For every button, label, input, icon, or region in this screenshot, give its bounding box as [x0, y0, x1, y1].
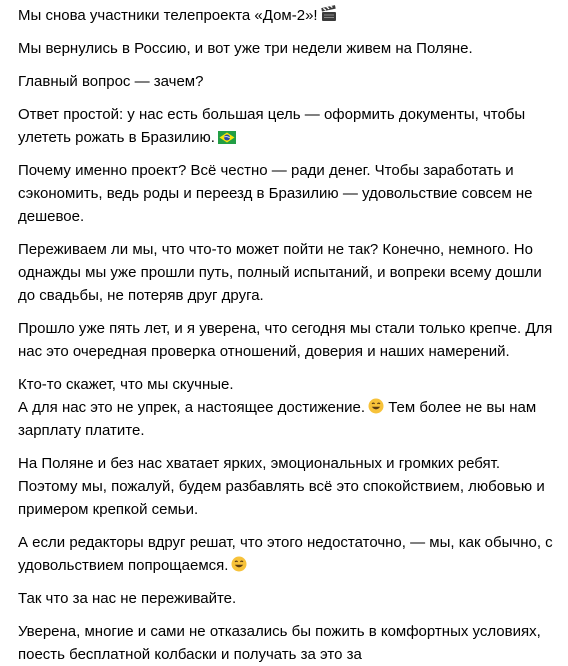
paragraph-6 — [18, 238, 558, 307]
paragraph-line: нас это очередная проверка отношений, доверия и наших намерений. — [18, 343, 510, 360]
paragraph-line — [18, 126, 558, 149]
clapperboard-icon — [321, 6, 337, 22]
paragraph-line: дешевое. — [18, 208, 85, 225]
paragraph-line: однажды мы уже прошли путь, полный испытаний, и вопреки всему дошли — [18, 264, 542, 281]
paragraph-10 — [18, 531, 558, 577]
paragraph-line: сэкономить, ведь роды и переезд в Бразилию — удовольствие совсем не — [18, 185, 533, 202]
paragraph-text: улететь рожать в Бразилию. — [18, 129, 215, 146]
paragraph-text: удовольствием попрощаемся. — [18, 557, 229, 574]
paragraph-line: до свадьбы, не потеряв друг друга. — [18, 287, 264, 304]
paragraph-1 — [18, 4, 558, 27]
smile-icon — [231, 556, 247, 572]
paragraph-11 — [18, 587, 558, 610]
paragraph-line — [18, 4, 558, 27]
paragraph-line: примером крепкой семьи. — [18, 501, 199, 518]
paragraph-line — [18, 396, 558, 419]
paragraph-text: Тем более не вы нам — [388, 399, 537, 416]
paragraph-line: Поэтому мы, пожалуй, будем разбавлять всё это спокойствием, любовью и — [18, 478, 545, 495]
paragraph-line: Переживаем ли мы, что что-то может пойти не так? Конечно, немного. Но — [18, 241, 533, 258]
paragraph-line: Почему именно проект? Всё честно — ради денег. Чтобы заработать и — [18, 162, 514, 179]
paragraph-line: Кто-то скажет, что мы скучные. — [18, 376, 234, 393]
paragraph-line: На Поляне и без нас хватает ярких, эмоциональных и громких ребят. — [18, 455, 501, 472]
paragraph-7 — [18, 317, 558, 363]
paragraph-line: Прошло уже пять лет, и я уверена, что сегодня мы стали только крепче. Для — [18, 320, 553, 337]
paragraph-5 — [18, 159, 558, 228]
paragraph-line: Мы вернулись в Россию, и вот уже три недели живем на Поляне. — [18, 40, 473, 57]
paragraph-line: А если редакторы вдруг решат, что этого недостаточно, — мы, как обычно, с — [18, 534, 553, 551]
paragraph-8 — [18, 373, 558, 442]
paragraph-text: Мы снова участники телепроекта «Дом-2»! — [18, 7, 318, 24]
paragraph-12 — [18, 620, 558, 666]
paragraph-line: Главный вопрос — зачем? — [18, 73, 204, 90]
paragraph-9 — [18, 452, 558, 521]
paragraph-text: А для нас это не упрек, а настоящее достижение. — [18, 399, 366, 416]
brazil-flag-icon — [218, 131, 236, 144]
paragraph-line: Так что за нас не переживайте. — [18, 590, 237, 607]
paragraph-line: поесть бесплатной колбаски и получать за это за — [18, 646, 362, 663]
paragraph-2 — [18, 37, 558, 60]
paragraph-3 — [18, 70, 558, 93]
paragraph-line: Уверена, многие и сами не отказались бы пожить в комфортных условиях, — [18, 623, 541, 640]
paragraph-4 — [18, 103, 558, 149]
paragraph-line: Ответ простой: у нас есть большая цель — оформить документы, чтобы — [18, 106, 526, 123]
paragraph-line — [18, 554, 558, 577]
smile-icon — [368, 398, 384, 414]
paragraph-line: зарплату платите. — [18, 422, 145, 439]
